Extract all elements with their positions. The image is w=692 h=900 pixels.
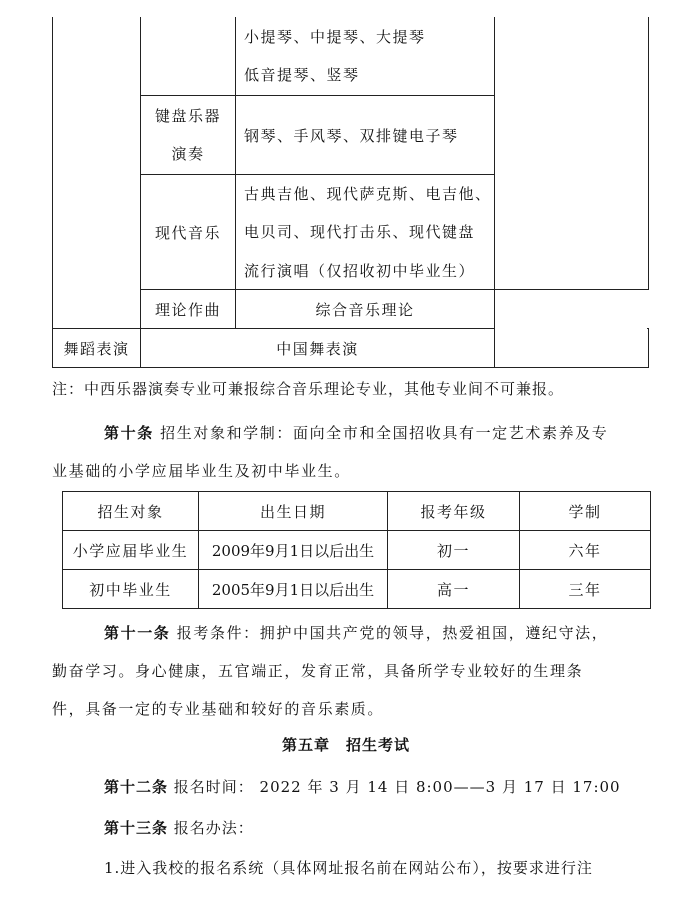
keyboard-category-line-2: 演奏 — [171, 145, 205, 163]
article-13-label: 第十三条 — [104, 819, 169, 837]
table-header-row — [63, 492, 651, 531]
chapter-heading: 第五章 招生考试 — [281, 736, 410, 754]
table-cell: 2009年9月1日以后出生 — [199, 531, 388, 570]
article-10-text-2: 业基础的小学应届毕业生及初中毕业生。 — [52, 462, 351, 480]
header-cell: 报考年级 — [388, 492, 520, 531]
table-cell-empty — [53, 17, 141, 329]
table-cell: 小学应届毕业生 — [63, 531, 199, 570]
table-cell: 2005年9月1日以后出生 — [199, 570, 388, 609]
modern-category-cell: 现代音乐 — [141, 175, 236, 290]
table-cell: 六年 — [520, 531, 651, 570]
article-12 — [104, 776, 621, 797]
article-11 — [52, 614, 648, 728]
table-row — [63, 570, 651, 609]
merge-mask — [495, 296, 647, 342]
table-cell-empty — [141, 17, 236, 96]
strings-line-2: 低音提琴、竖琴 — [244, 66, 360, 84]
modern-line-2: 电贝司、现代打击乐、现代键盘 — [244, 223, 476, 241]
article-13-text: 报名办法： — [168, 819, 254, 837]
header-cell: 招生对象 — [63, 492, 199, 531]
article-11-text-1: 报考条件：拥护中国共产党的领导，热爱祖国，遵纪守法， — [170, 624, 609, 642]
article-11-label: 第十一条 — [104, 624, 171, 642]
article-12-label: 第十二条 — [104, 778, 169, 796]
modern-items-cell — [236, 175, 495, 252]
article-10-label: 第十条 — [104, 424, 154, 442]
keyboard-items-cell: 钢琴、手风琴、双排键电子琴 — [236, 96, 495, 175]
keyboard-category-cell — [141, 96, 236, 175]
article-12-text: 报名时间： 2022 年 3 月 14 日 8:00——3 月 17 日 17:00 — [168, 778, 621, 796]
strings-line-1: 小提琴、中提琴、大提琴 — [244, 28, 426, 46]
enrollment-table — [62, 491, 651, 609]
header-cell: 学制 — [520, 492, 651, 531]
article-10 — [52, 414, 648, 490]
strings-items-cell — [236, 17, 495, 96]
item-1-text: 1.进入我校的报名系统（具体网址报名前在网站公布），按要求进行注 — [104, 859, 593, 877]
theory-category-cell: 理论作曲 — [141, 290, 236, 329]
table-row — [63, 531, 651, 570]
article-11-text-3: 件，具备一定的专业基础和较好的音乐素质。 — [52, 700, 385, 718]
theory-items-cell: 综合音乐理论 — [236, 290, 495, 329]
keyboard-category-line-1: 键盘乐器 — [154, 107, 221, 125]
header-cell: 出生日期 — [199, 492, 388, 531]
dance-category-cell: 舞蹈表演 — [53, 329, 141, 368]
table-cell: 高一 — [388, 570, 520, 609]
article-10-text-1: 招生对象和学制：面向全市和全国招收具有一定艺术素养及专 — [153, 424, 609, 442]
dance-items-cell: 中国舞表演 — [141, 329, 495, 368]
article-11-text-2: 勤奋学习。身心健康，五官端正，发育正常，具备所学专业较好的生理条 — [52, 662, 584, 680]
modern-pop-cell: 流行演唱（仅招收初中毕业生） — [236, 251, 495, 290]
note-text: 注：中西乐器演奏专业可兼报综合音乐理论专业，其他专业间不可兼报。 — [52, 380, 565, 398]
table-cell: 初中毕业生 — [63, 570, 199, 609]
table-cell: 三年 — [520, 570, 651, 609]
modern-line-1: 古典吉他、现代萨克斯、电吉他、 — [244, 185, 492, 203]
table-cell-empty — [495, 17, 649, 290]
table-cell: 初一 — [388, 531, 520, 570]
article-13 — [104, 817, 254, 838]
